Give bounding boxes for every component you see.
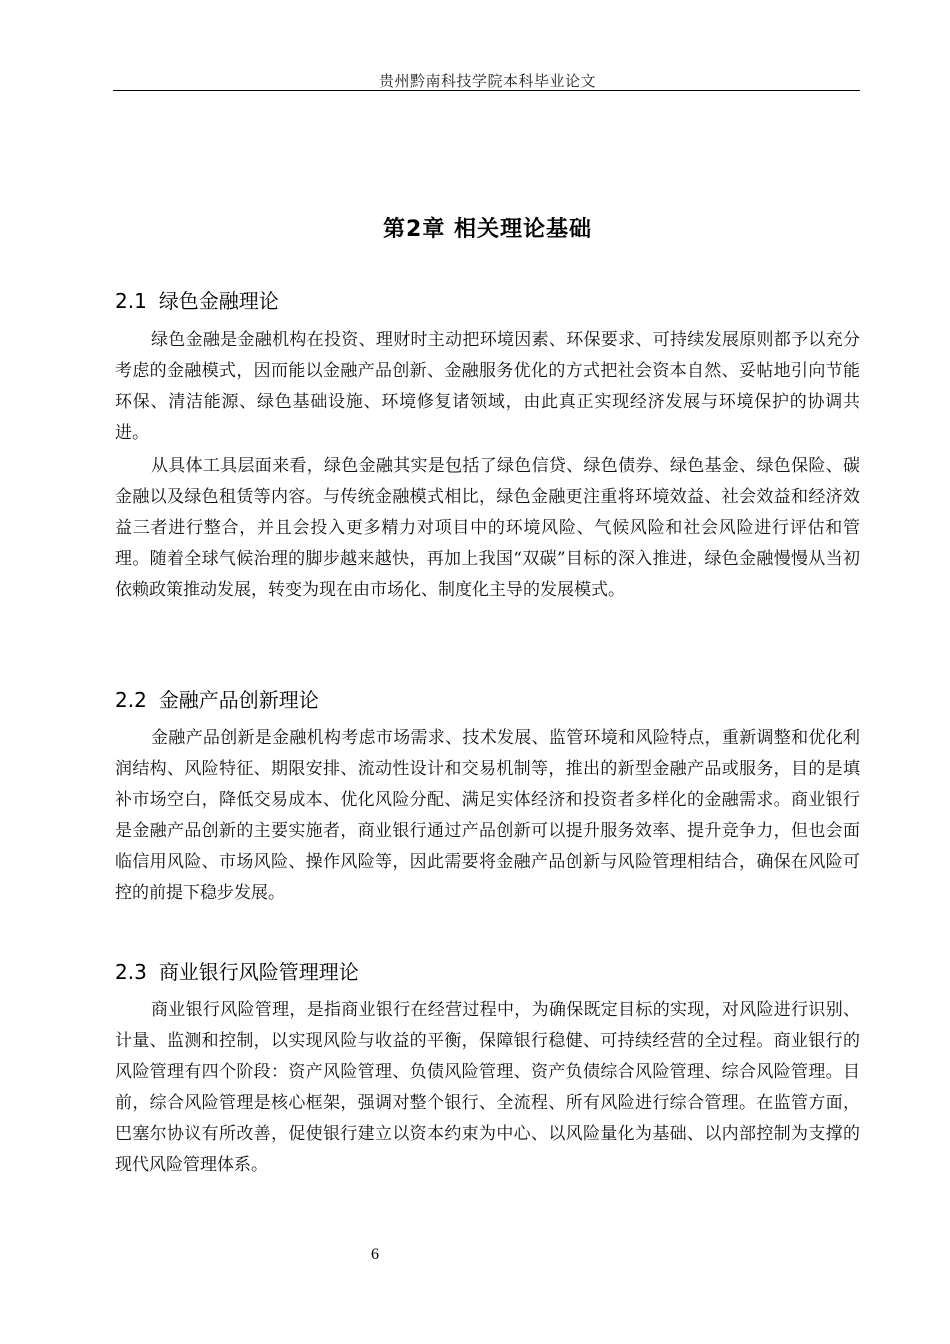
running-header: 贵州黔南科技学院本科毕业论文 [378,72,596,90]
paragraph: 金融产品创新是金融机构考虑市场需求、技术发展、监管环境和风险特点，重新调整和优化利润结构、风险特征、期限安排、流动性设计和交易机制等，推出的新型金融产品或服务，目的是填补市场空白，降低交易成本、优化风险分配、满足实体经济和投资者多样化的金融需求。商业银行是金融产品创新的主要实施者，商业银行通过产品创新可以提升服务效率、提升竞争力，但也会面临信用风险、市场风险、操作风险等，因此需要将金融产品创新与风险管理相结合，确保在风险可控的前提下稳步发展。 [115,728,860,903]
page-number: 6 [371,1246,379,1263]
section-title-text: 金融产品创新理论 [158,688,319,712]
section-title-text: 绿色金融理论 [158,289,279,313]
section-heading-2-2 [115,684,860,713]
paragraph: 绿色金融是金融机构在投资、理财时主动把环境因素、环保要求、可持续发展原则都予以充分考虑的金融模式，因而能以金融产品创新、金融服务优化的方式把社会资本自然、妥帖地引向节能环保、清洁能源、绿色基础设施、环境修复诸领域，由此真正实现经济发展与环境保护的协调共进。 [115,330,860,443]
section-heading-2-1 [115,285,860,314]
section-title-text: 商业银行风险管理理论 [158,960,359,984]
section-number: 2.3 [115,960,147,984]
chapter-title: 第2章 相关理论基础 [383,217,592,242]
section-number: 2.2 [115,688,147,712]
header-divider [113,90,860,91]
section-heading-2-3 [115,956,860,985]
paragraph: 商业银行风险管理，是指商业银行在经营过程中，为确保既定目标的实现，对风险进行识别、计量、监测和控制，以实现风险与收益的平衡，保障银行稳健、可持续经营的全过程。商业银行的风险管理有四个阶段：资产风险管理、负债风险管理、资产负债综合风险管理、综合风险管理。目前，综合风险管理是核心框架，强调对整个银行、全流程、所有风险进行综合管理。在监管方面，巴塞尔协议有所改善，促使银行建立以资本约束为中心、以风险量化为基础、以内部控制为支撑的现代风险管理体系。 [115,1000,860,1175]
section-number: 2.1 [115,289,147,313]
paragraph: 从具体工具层面来看，绿色金融其实是包括了绿色信贷、绿色债券、绿色基金、绿色保险、碳金融以及绿色租赁等内容。与传统金融模式相比，绿色金融更注重将环境效益、社会效益和经济效益三者进行整合，并且会投入更多精力对项目中的环境风险、气候风险和社会风险进行评估和管理。随着全球气候治理的脚步越来越快，再加上我国“双碳”目标的深入推进，绿色金融慢慢从当初依赖政策推动发展，转变为现在由市场化、制度化主导的发展模式。 [115,456,860,600]
